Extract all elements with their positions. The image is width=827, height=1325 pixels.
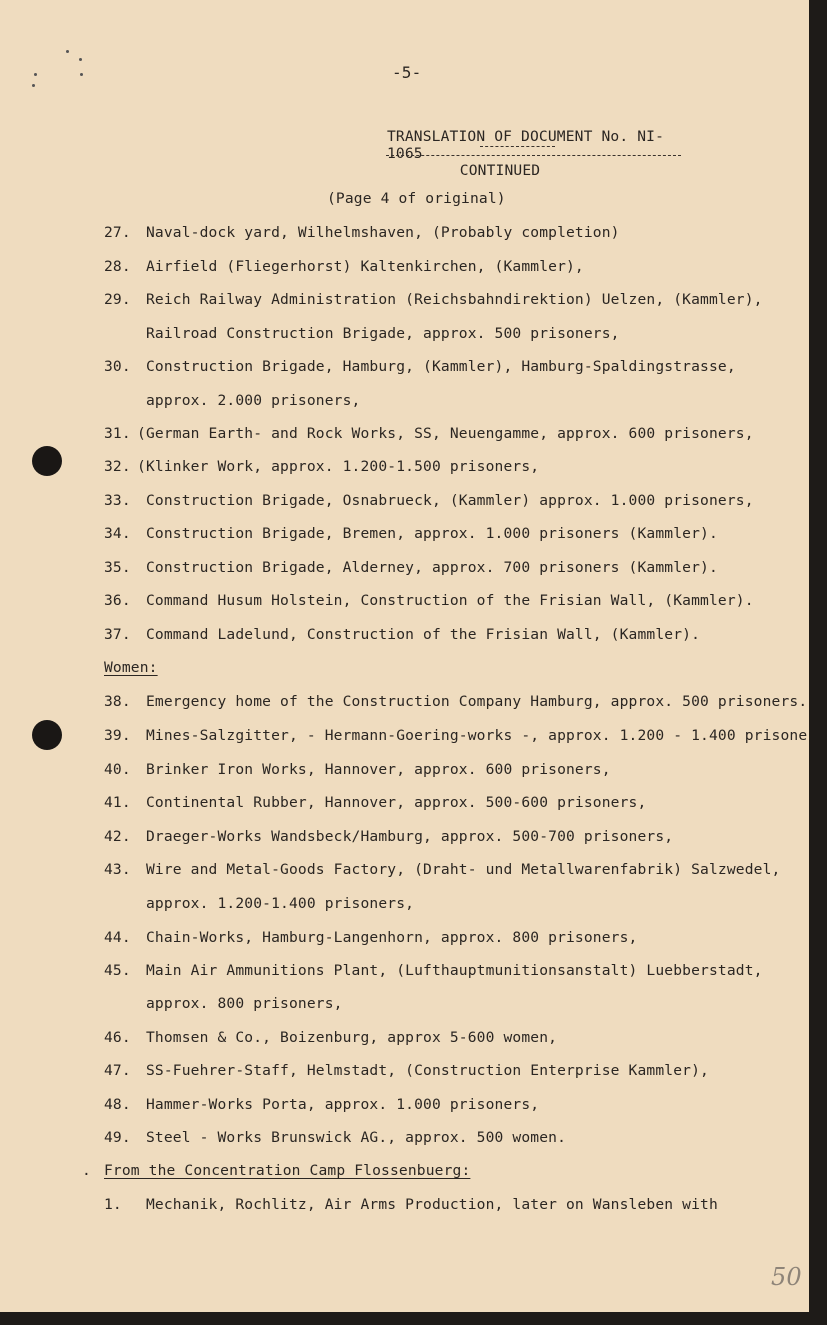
entry-31: 31. German Earth- and Rock Works, SS, Neuengamme, approx. 600 prisoners, [104, 425, 754, 442]
dust-speck [79, 58, 82, 61]
entry-34: 34. Construction Brigade, Bremen, approx. 1.000 prisoners (Kammler). [104, 525, 718, 542]
title-rule-1 [386, 155, 681, 156]
punch-hole-top [32, 446, 62, 476]
page-reference: (Page 4 of original) [327, 190, 506, 207]
entry-45: 45. Main Air Ammunitions Plant, (Lufthauptmunitionsanstalt) Luebberstadt, [104, 962, 763, 979]
entry-35: 35. Construction Brigade, Alderney, approx. 700 prisoners (Kammler). [104, 559, 718, 576]
entry-46: 46. Thomsen & Co., Boizenburg, approx 5-600 women, [104, 1029, 558, 1046]
scan-border-bottom [0, 1312, 827, 1325]
dust-speck [66, 50, 69, 53]
flossenbuerg-heading: From the Concentration Camp Flossenbuerg: [104, 1162, 471, 1179]
entry-f1: 1. Mechanik, Rochlitz, Air Arms Production, later on Wansleben with [104, 1196, 718, 1213]
entry-37: 37. Command Ladelund, Construction of the Frisian Wall, (Kammler). [104, 626, 701, 643]
entry-44: 44. Chain-Works, Hamburg-Langenhorn, approx. 800 prisoners, [104, 929, 638, 946]
entry-29: 29. Reich Railway Administration (Reichsbahndirektion) Uelzen, (Kammler), [104, 291, 763, 308]
entry-42: 42. Draeger-Works Wandsbeck/Hamburg, approx. 500-700 prisoners, [104, 828, 674, 845]
entry-43: 43. Wire and Metal-Goods Factory, (Draht- und Metallwarenfabrik) Salzwedel, [104, 861, 781, 878]
women-heading: Women: [104, 659, 158, 676]
punch-hole-bottom [32, 720, 62, 750]
entry-27: 27. Naval-dock yard, Wilhelmshaven, (Probably completion) [104, 224, 620, 241]
entry-29-continuation: Railroad Construction Brigade, approx. 500 prisoners, [146, 325, 620, 342]
bracket-mark: ( [137, 458, 146, 475]
entry-28: 28. Airfield (Fliegerhorst) Kaltenkirchen, (Kammler), [104, 258, 584, 275]
title-line-2: CONTINUED [459, 162, 541, 179]
entry-41: 41. Continental Rubber, Hannover, approx. 500-600 prisoners, [104, 794, 647, 811]
dust-speck [32, 84, 35, 87]
entry-49: 49. Steel - Works Brunswick AG., approx. 500 women. [104, 1129, 567, 1146]
bracket-mark: ( [137, 425, 146, 442]
title-line-1: TRANSLATION OF DOCUMENT No. NI-1065 [387, 128, 665, 162]
dust-speck [80, 73, 83, 76]
entry-38: 38. Emergency home of the Construction Company Hamburg, approx. 500 prisoners. [104, 693, 808, 710]
entry-39: 39. Mines-Salzgitter, - Hermann-Goering-works -, approx. 1.200 - 1.400 prisone [104, 727, 808, 744]
archive-stamp-number: 50 [771, 1263, 802, 1291]
page-number: -5- [392, 63, 422, 82]
entry-32: 32. Klinker Work, approx. 1.200-1.500 prisoners, [104, 458, 540, 475]
entry-48: 48. Hammer-Works Porta, approx. 1.000 prisoners, [104, 1096, 540, 1113]
document-title [385, 128, 681, 179]
scan-border-right [809, 0, 827, 1325]
entry-43-continuation: approx. 1.200-1.400 prisoners, [146, 895, 415, 912]
entry-45-continuation: approx. 800 prisoners, [146, 995, 343, 1012]
dust-speck [34, 73, 37, 76]
entry-30-continuation: approx. 2.000 prisoners, [146, 392, 361, 409]
entry-33: 33. Construction Brigade, Osnabrueck, (Kammler) approx. 1.000 prisoners, [104, 492, 754, 509]
title-rule-2 [480, 146, 555, 147]
entry-36: 36. Command Husum Holstein, Construction of the Frisian Wall, (Kammler). [104, 592, 754, 609]
section-bullet: . [82, 1162, 91, 1179]
entry-47: 47. SS-Fuehrer-Staff, Helmstadt, (Construction Enterprise Kammler), [104, 1062, 709, 1079]
entry-30: 30. Construction Brigade, Hamburg, (Kammler), Hamburg-Spaldingstrasse, [104, 358, 736, 375]
entry-40: 40. Brinker Iron Works, Hannover, approx. 600 prisoners, [104, 761, 611, 778]
